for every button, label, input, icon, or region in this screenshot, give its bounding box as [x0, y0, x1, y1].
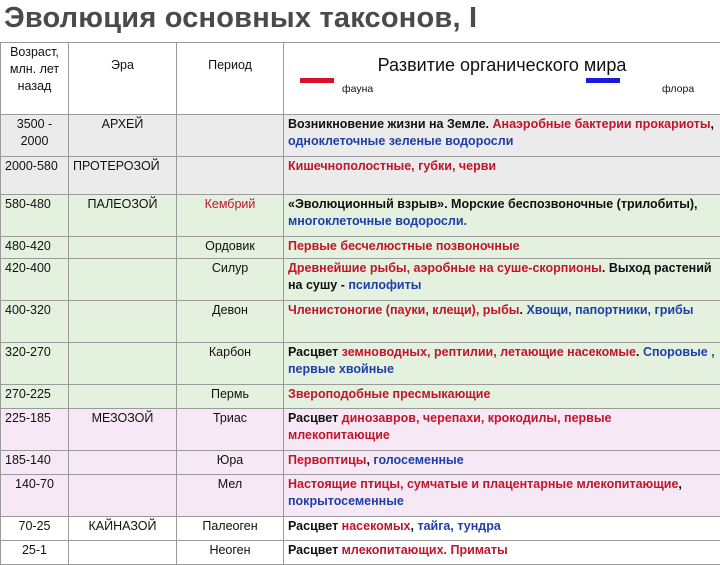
header-era: Эра: [69, 43, 177, 115]
age-cell: 70-25: [1, 517, 69, 541]
legend: [288, 77, 716, 93]
age-cell: 320-270: [1, 343, 69, 385]
table-row: [1, 517, 720, 541]
age-cell: 580-480: [1, 195, 69, 237]
development-cell: [284, 541, 720, 565]
period-cell: Девон: [177, 301, 284, 343]
development-cell: [284, 409, 720, 451]
age-cell: 225-185: [1, 409, 69, 451]
development-segment: . Выход растений на сушу -: [288, 261, 712, 292]
age-cell: 2000-580: [1, 157, 69, 195]
development-segment: псилофиты: [348, 278, 421, 292]
development-segment: Первоптицы: [288, 453, 366, 467]
development-segment: многоклеточные водоросли.: [288, 214, 467, 228]
development-segment: тайга, тундра: [417, 519, 500, 533]
table-row: [1, 301, 720, 343]
development-cell: [284, 517, 720, 541]
period-cell: Кембрий: [177, 195, 284, 237]
development-cell: [284, 157, 720, 195]
table-row: [1, 451, 720, 475]
age-cell: 270-225: [1, 385, 69, 409]
age-cell: 185-140: [1, 451, 69, 475]
table-row: [1, 343, 720, 385]
table-row: [1, 237, 720, 259]
table-row: [1, 385, 720, 409]
page-title: Эволюция основных таксонов, I: [4, 2, 477, 42]
header-period: Период: [177, 43, 284, 115]
table-row: [1, 475, 720, 517]
flora-legend-label: флора: [662, 81, 694, 98]
header-age: Возраст, млн. лет назад: [1, 43, 69, 115]
age-cell: 25-1: [1, 541, 69, 565]
period-cell: Юра: [177, 451, 284, 475]
era-cell: [69, 451, 177, 475]
development-segment: Кишечнополостные, губки, черви: [288, 159, 496, 173]
era-cell: АРХЕЙ: [69, 115, 177, 157]
development-segment: Древнейшие рыбы, аэробные на суше-скорпионы: [288, 261, 602, 275]
development-segment: насекомых: [342, 519, 411, 533]
period-cell: [177, 157, 284, 195]
taxa-table: [0, 42, 720, 565]
development-cell: [284, 195, 720, 237]
era-cell: [69, 385, 177, 409]
development-cell: [284, 301, 720, 343]
age-cell: 140-70: [1, 475, 69, 517]
flora-legend-swatch: [586, 78, 620, 83]
table-row: [1, 259, 720, 301]
development-cell: [284, 237, 720, 259]
age-cell: 420-400: [1, 259, 69, 301]
era-cell: [69, 301, 177, 343]
development-segment: .: [636, 345, 643, 359]
development-segment: динозавров, черепахи, крокодилы, первые млекопитающие: [288, 411, 612, 442]
development-cell: [284, 385, 720, 409]
era-cell: [69, 259, 177, 301]
era-cell: ПАЛЕОЗОЙ: [69, 195, 177, 237]
development-segment: млекопитающих. Приматы: [342, 543, 508, 557]
development-segment: Возникновение жизни на Земле.: [288, 117, 493, 131]
development-segment: Первые бесчелюстные позвоночные: [288, 239, 520, 253]
development-cell: [284, 343, 720, 385]
period-cell: Триас: [177, 409, 284, 451]
period-cell: Мел: [177, 475, 284, 517]
table-header-row: [1, 43, 720, 115]
period-cell: Пермь: [177, 385, 284, 409]
development-segment: Расцвет: [288, 519, 342, 533]
development-segment: Расцвет: [288, 345, 342, 359]
development-segment: Членистоногие (пауки, клещи), рыбы: [288, 303, 519, 317]
development-segment: Споровые , первые хвойные: [288, 345, 715, 376]
era-cell: [69, 237, 177, 259]
table-row: [1, 115, 720, 157]
development-segment: земноводных, рептилии, летающие насекомые: [342, 345, 636, 359]
development-segment: покрытосеменные: [288, 494, 404, 508]
period-cell: Неоген: [177, 541, 284, 565]
development-cell: [284, 259, 720, 301]
development-segment: ,: [678, 477, 681, 491]
era-cell: [69, 343, 177, 385]
development-segment: Звероподобные пресмыкающие: [288, 387, 490, 401]
period-cell: Палеоген: [177, 517, 284, 541]
development-cell: [284, 451, 720, 475]
development-segment: Хвощи, папортники, грибы: [526, 303, 693, 317]
era-cell: МЕЗОЗОЙ: [69, 409, 177, 451]
development-segment: ,: [711, 117, 714, 131]
development-cell: [284, 475, 720, 517]
development-segment: голосеменные: [373, 453, 463, 467]
age-cell: 400-320: [1, 301, 69, 343]
development-cell: [284, 115, 720, 157]
era-cell: [69, 541, 177, 565]
development-segment: одноклеточные зеленые водоросли: [288, 134, 513, 148]
period-cell: Ордовик: [177, 237, 284, 259]
development-segment: Расцвет: [288, 543, 342, 557]
development-segment: «Эволюционный взрыв». Морские беспозвоночные (трилобиты): [288, 197, 694, 211]
development-segment: ,: [694, 197, 697, 211]
period-cell: [177, 115, 284, 157]
era-cell: КАЙНАЗОЙ: [69, 517, 177, 541]
table-row: [1, 195, 720, 237]
era-cell: ПРОТЕРОЗОЙ: [69, 157, 177, 195]
age-cell: 480-420: [1, 237, 69, 259]
development-segment: ,: [411, 519, 418, 533]
header-development-title: Развитие органического мира: [288, 55, 716, 75]
development-segment: Расцвет: [288, 411, 342, 425]
age-cell: 3500 - 2000: [1, 115, 69, 157]
fauna-legend-swatch: [300, 78, 334, 83]
fauna-legend-label: фауна: [342, 81, 373, 98]
development-segment: ,: [366, 453, 373, 467]
development-segment: Настоящие птицы, сумчатые и плацентарные млекопитающие: [288, 477, 678, 491]
development-segment: .: [519, 303, 526, 317]
era-cell: [69, 475, 177, 517]
period-cell: Силур: [177, 259, 284, 301]
period-cell: Карбон: [177, 343, 284, 385]
table-row: [1, 409, 720, 451]
table-row: [1, 157, 720, 195]
header-development: [284, 43, 720, 115]
development-segment: Анаэробные бактерии прокариоты: [493, 117, 711, 131]
table-row: [1, 541, 720, 565]
